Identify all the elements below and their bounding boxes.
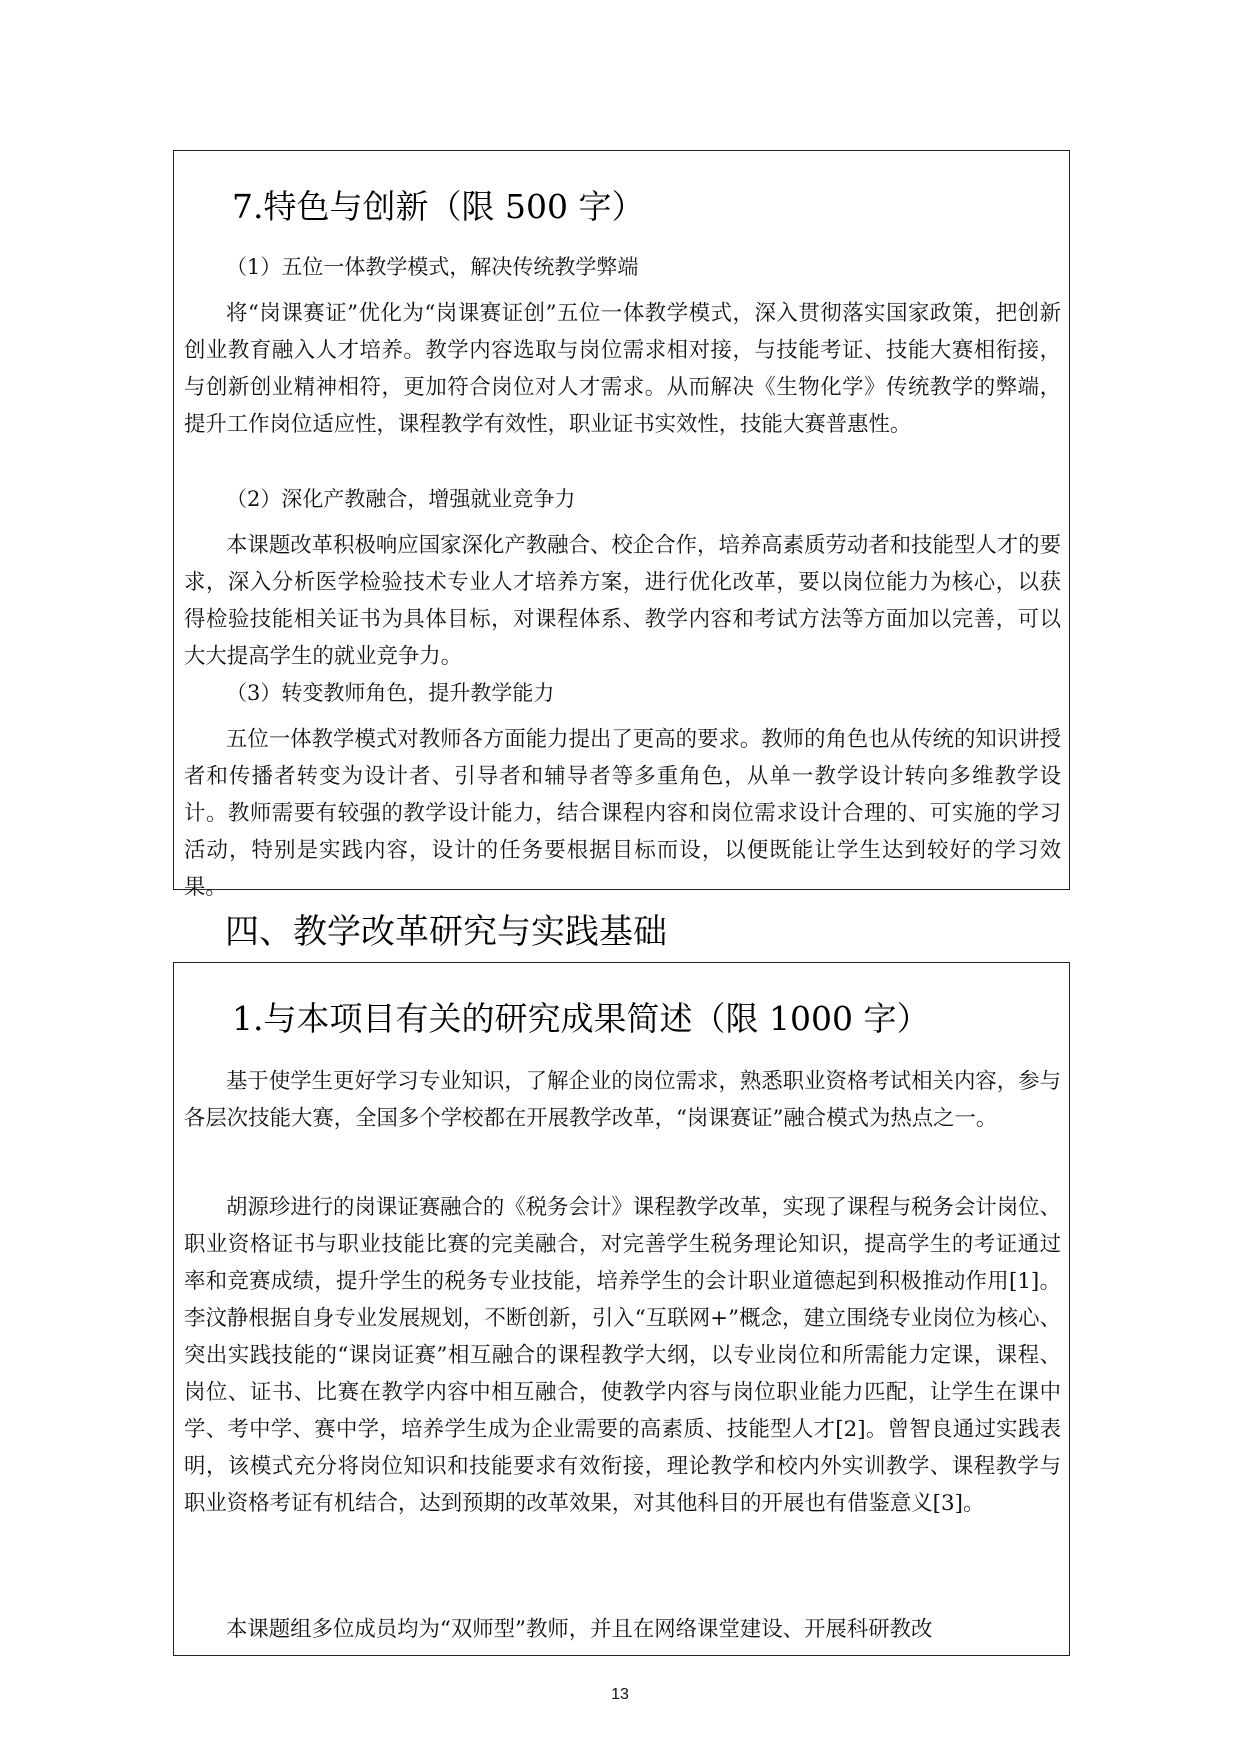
- research-paragraph-1: 基于使学生更好学习专业知识，了解企业的岗位需求，熟悉职业资格考试相关内容，参与各层次技能大赛，全国多个学校都在开展教学改革，“岗课赛证”融合模式为热点之一。: [184, 1069, 1061, 1131]
- page-number: 13: [611, 1686, 629, 1703]
- innovation-subheading-3: （3）转变教师角色，提升教学能力: [226, 681, 555, 705]
- research-paragraph-3: 本课题组多位成员均为“双师型”教师，并且在网络课堂建设、开展科研教改: [226, 1617, 933, 1642]
- innovation-section-box: [173, 150, 1070, 900]
- innovation-subheading-2: （2）深化产教融合，增强就业竞争力: [226, 487, 576, 511]
- research-results-box: [173, 962, 1070, 1656]
- innovation-paragraph-2: 本课题改革积极响应国家深化产教融合、校企合作，培养高素质劳动者和技能型人才的要求，深入分析医学检验技术专业人才培养方案，进行优化改革，要以岗位能力为核心，以获得检验技能相关证书为具体目标，对课程体系、教学内容和考试方法等方面加以完善，可以大大提高学生的就业竞争力。: [184, 533, 1061, 669]
- innovation-subheading-1: （1）五位一体教学模式，解决传统教学弊端: [226, 255, 639, 279]
- innovation-paragraph-3: 五位一体教学模式对教师各方面能力提出了更高的要求。教师的角色也从传统的知识讲授者和传播者转变为设计者、引导者和辅导者等多重角色，从单一教学设计转向多维教学设计。教师需要有较强的教学设计能力，结合课程内容和岗位需求设计合理的、可实施的学习活动，特别是实践内容，设计的任务要根据目标而设，以便既能让学生达到较好的学习效果。: [184, 727, 1061, 900]
- section-heading-research-foundation: 四、教学改革研究与实践基础: [225, 912, 667, 952]
- innovation-title: 7.特色与创新（限 500 字）: [232, 187, 645, 226]
- research-results-title: 1.与本项目有关的研究成果简述（限 1000 字）: [232, 999, 930, 1038]
- innovation-paragraph-1: 将“岗课赛证”优化为“岗课赛证创”五位一体教学模式，深入贯彻落实国家政策，把创新创业教育融入人才培养。教学内容选取与岗位需求相对接，与技能考证、技能大赛相衔接，与创新创业精神相符，更加符合岗位对人才需求。从而解决《生物化学》传统教学的弊端，提升工作岗位适应性，课程教学有效性，职业证书实效性，技能大赛普惠性。: [184, 301, 1061, 437]
- research-paragraph-2: 胡源珍进行的岗课证赛融合的《税务会计》课程教学改革，实现了课程与税务会计岗位、职业资格证书与职业技能比赛的完美融合，对完善学生税务理论知识，提高学生的考证通过率和竞赛成绩，提升学生的税务专业技能，培养学生的会计职业道德起到积极推动作用[1]。李汶静根据自身专业发展规划，不断创新，引入“互联网+”概念，建立围绕专业岗位为核心、突出实践技能的“课岗证赛”相互融合的课程教学大纲，以专业岗位和所需能力定课，课程、岗位、证书、比赛在教学内容中相互融合，使教学内容与岗位职业能力匹配，让学生在课中学、考中学、赛中学，培养学生成为企业需要的高素质、技能型人才[2]。曾智良通过实践表明，该模式充分将岗位知识和技能要求有效衔接，理论教学和校内外实训教学、课程教学与职业资格考证有机结合，达到预期的改革效果，对其他科目的开展也有借鉴意义[3]。: [184, 1195, 1061, 1516]
